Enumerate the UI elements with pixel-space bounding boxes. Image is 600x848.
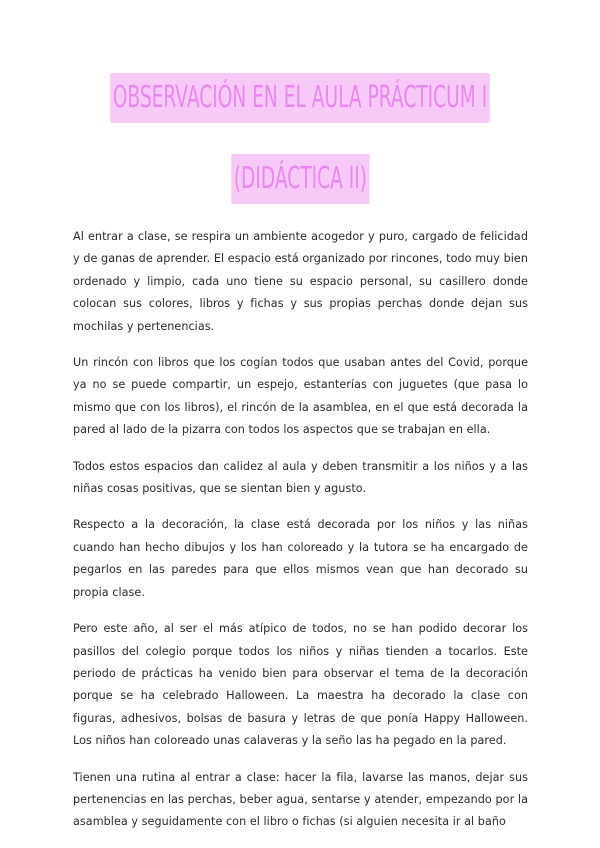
- paragraph-1: Al entrar a clase, se respira un ambiente acogedor y puro, cargado de felicidad y de ganas de aprender. El espacio está organizado por rincones, todo muy bien ordenado y limpio, cada uno tiene su espacio personal, su casillero donde colocan sus colores, libros y fichas y sus propias perchas donde dejan sus mochilas y pertenencias.: [73, 230, 528, 333]
- document-body: [73, 226, 528, 848]
- paragraph-4: Respecto a la decoración, la clase está decorada por los niños y las niñas cuando han hecho dibujos y los han coloreado y la tutora se ha encargado de pegarlos en las paredes para que ellos mismos vean que han decorado su propia clase.: [73, 518, 528, 599]
- title-line-1: [0, 73, 600, 123]
- paragraph-6: Tienen una rutina al entrar a clase: hacer la fila, lavarse las manos, dejar sus pertenencias en las perchas, beber agua, sentarse y atender, empezando por la asamblea y seguidamente con el libro o fichas (si alguien necesita ir al baño: [73, 770, 528, 829]
- paragraph-2: Un rincón con libros que los cogían todos que usaban antes del Covid, porque ya no se puede compartir, un espejo, estanterías con juguetes (que pasa lo mismo que con los libros), el rincón de la asamblea, en el que está decorada la pared al lado de la pizarra con todos los aspectos que se trabajan en ella.: [73, 356, 528, 437]
- title-text-2: (DIDÁCTICA II): [231, 154, 369, 204]
- paragraph-3: Todos estos espacios dan calidez al aula y deben transmitir a los niños y a las niñas cosas positivas, que se sientan bien y agusto.: [73, 459, 528, 496]
- title-text-1: OBSERVACIÓN EN EL AULA PRÁCTICUM I: [110, 73, 489, 123]
- paragraph-5: Pero este año, al ser el más atípico de todos, no se han podido decorar los pasillos del colegio porque todos los niños y niñas tienden a tocarlos. Este periodo de prácticas ha venido bien para observar el tema de la decoración porque se ha celebrado Halloween. La maestra ha decorado la clase con figuras, adhesivos, bolsas de basura y letras de que ponía Happy Halloween. Los niños han coloreado unas calaveras y la seño las ha pegado en la pared.: [73, 622, 528, 748]
- title-line-2: [0, 154, 600, 204]
